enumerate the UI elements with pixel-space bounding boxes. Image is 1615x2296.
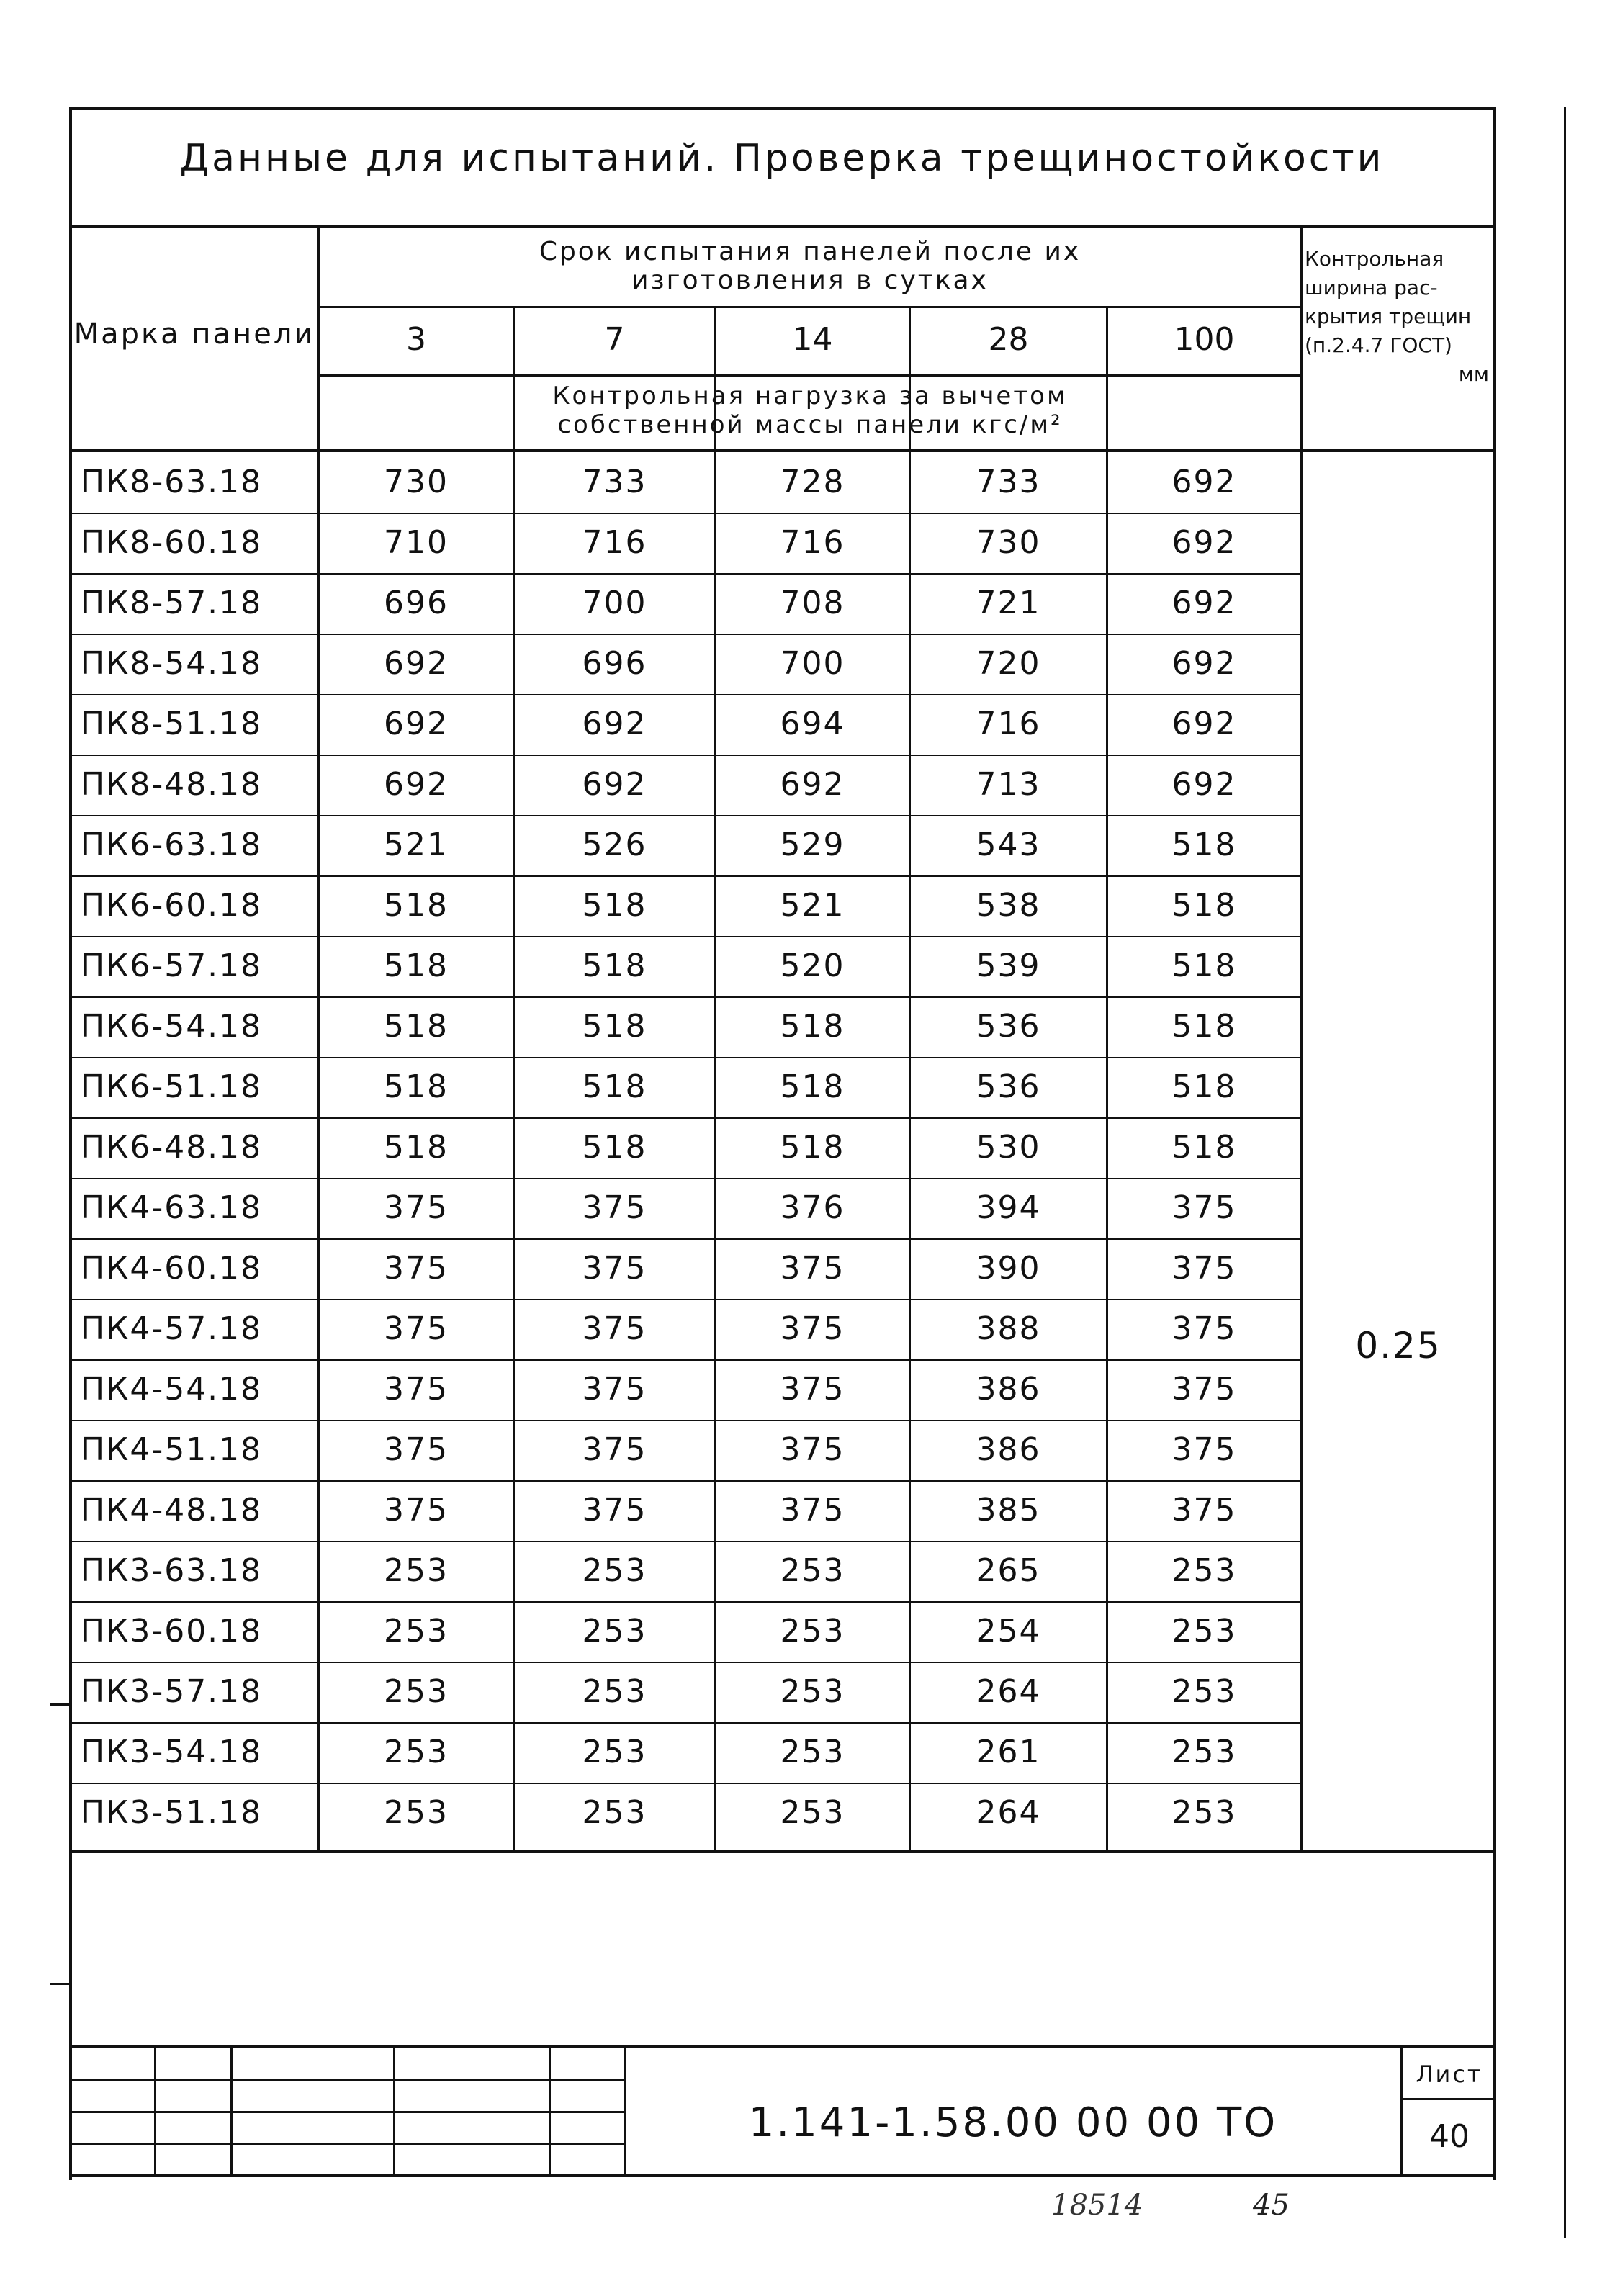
load-value-cell: 253 xyxy=(582,1734,647,1770)
load-value-cell: 253 xyxy=(1171,1613,1237,1649)
sheet-number: 40 xyxy=(1429,2118,1470,2155)
load-value-cell: 730 xyxy=(976,524,1041,561)
load-value-cell: 375 xyxy=(1171,1310,1237,1347)
panel-mark: ПК8-48.18 xyxy=(81,766,263,803)
load-value-cell: 253 xyxy=(780,1673,845,1710)
load-value-cell: 264 xyxy=(976,1794,1041,1831)
panel-mark: ПК6-54.18 xyxy=(81,1008,263,1045)
load-value-cell: 375 xyxy=(780,1431,845,1468)
load-value-cell: 529 xyxy=(780,827,845,863)
load-value-cell: 261 xyxy=(976,1734,1041,1770)
load-value-cell: 526 xyxy=(582,827,647,863)
row-rule xyxy=(69,815,1302,816)
load-value-cell: 518 xyxy=(1171,947,1237,984)
load-value-cell: 713 xyxy=(976,766,1041,803)
load-value-cell: 265 xyxy=(976,1552,1041,1589)
stamp-col-3 xyxy=(393,2045,395,2176)
load-value-cell: 530 xyxy=(976,1129,1041,1166)
load-value-cell: 518 xyxy=(1171,887,1237,924)
row-rule xyxy=(69,1480,1302,1482)
load-value-cell: 518 xyxy=(582,1008,647,1045)
load-value-cell: 253 xyxy=(384,1673,449,1710)
header-rule-days-top xyxy=(317,306,1300,308)
load-value-cell: 375 xyxy=(582,1492,647,1529)
crack-width-value: 0.25 xyxy=(1355,1325,1441,1367)
load-value-cell: 692 xyxy=(1171,706,1237,742)
load-value-cell: 375 xyxy=(582,1431,647,1468)
load-value-cell: 375 xyxy=(582,1371,647,1408)
load-value-cell: 375 xyxy=(384,1189,449,1226)
crack-label-line-3: крытия трещин xyxy=(1305,305,1472,328)
load-value-cell: 518 xyxy=(1171,1068,1237,1105)
row-rule xyxy=(69,1722,1302,1724)
load-label-line-1: Контрольная нагрузка за вычетом xyxy=(552,382,1068,410)
load-value-cell: 700 xyxy=(780,645,845,682)
panel-mark: ПК6-57.18 xyxy=(81,947,263,984)
load-value-cell: 692 xyxy=(1171,464,1237,500)
load-value-cell: 253 xyxy=(582,1794,647,1831)
load-value-cell: 375 xyxy=(582,1189,647,1226)
load-value-cell: 375 xyxy=(384,1431,449,1468)
load-value-cell: 253 xyxy=(780,1613,845,1649)
load-value-cell: 390 xyxy=(976,1250,1041,1287)
load-value-cell: 253 xyxy=(582,1673,647,1710)
row-rule xyxy=(69,1359,1302,1361)
page-title: Данные для испытаний. Проверка трещиностойкости xyxy=(179,137,1385,180)
load-value-cell: 692 xyxy=(1171,645,1237,682)
panel-mark: ПК4-48.18 xyxy=(81,1492,263,1529)
crack-label-line-5: мм xyxy=(1458,362,1489,386)
load-value-cell: 253 xyxy=(384,1613,449,1649)
load-value-cell: 375 xyxy=(384,1371,449,1408)
load-value-cell: 692 xyxy=(1171,766,1237,803)
row-rule xyxy=(69,573,1302,575)
load-value-cell: 253 xyxy=(780,1794,845,1831)
load-value-cell: 386 xyxy=(976,1431,1041,1468)
table-bottom-rule xyxy=(69,1850,1496,1853)
load-value-cell: 253 xyxy=(1171,1673,1237,1710)
load-value-cell: 518 xyxy=(1171,1008,1237,1045)
load-value-cell: 253 xyxy=(1171,1794,1237,1831)
title-rule xyxy=(69,225,1496,228)
row-rule xyxy=(69,936,1302,937)
stamp-col-1 xyxy=(154,2045,156,2176)
load-value-cell: 692 xyxy=(582,706,647,742)
load-value-cell: 716 xyxy=(780,524,845,561)
load-value-cell: 254 xyxy=(976,1613,1041,1649)
archive-number: 18514 xyxy=(1051,2189,1143,2222)
panel-mark: ПК3-57.18 xyxy=(81,1673,263,1710)
sheet-edge-line xyxy=(1564,107,1566,2238)
panel-mark: ПК3-54.18 xyxy=(81,1734,263,1770)
row-rule xyxy=(69,1601,1302,1603)
load-value-cell: 253 xyxy=(582,1552,647,1589)
panel-mark: ПК6-60.18 xyxy=(81,887,263,924)
row-rule xyxy=(69,1117,1302,1119)
panel-mark: ПК3-51.18 xyxy=(81,1794,263,1831)
load-value-cell: 520 xyxy=(780,947,845,984)
panel-mark: ПК8-54.18 xyxy=(81,645,263,682)
sheet-label: Лист xyxy=(1416,2061,1483,2088)
panel-mark: ПК8-63.18 xyxy=(81,464,263,500)
row-rule xyxy=(69,875,1302,877)
day-header-28: 28 xyxy=(988,321,1029,358)
load-value-cell: 720 xyxy=(976,645,1041,682)
row-rule xyxy=(69,755,1302,756)
load-value-cell: 375 xyxy=(1171,1431,1237,1468)
load-value-cell: 518 xyxy=(384,1068,449,1105)
day-header-100: 100 xyxy=(1174,321,1235,358)
frame-top xyxy=(69,107,1496,110)
load-value-cell: 692 xyxy=(384,645,449,682)
frame-left xyxy=(69,107,72,2180)
panel-mark: ПК6-48.18 xyxy=(81,1129,263,1166)
day-header-14: 14 xyxy=(792,321,833,358)
row-rule xyxy=(69,1420,1302,1421)
term-label-line-1: Срок испытания панелей после их xyxy=(539,237,1081,266)
load-value-cell: 253 xyxy=(1171,1552,1237,1589)
row-rule xyxy=(69,634,1302,635)
load-value-cell: 692 xyxy=(1171,524,1237,561)
load-value-cell: 694 xyxy=(780,706,845,742)
row-rule xyxy=(69,1238,1302,1240)
load-value-cell: 375 xyxy=(1171,1371,1237,1408)
margin-tick-1 xyxy=(50,1703,72,1706)
load-value-cell: 518 xyxy=(384,1129,449,1166)
panel-mark: ПК4-51.18 xyxy=(81,1431,263,1468)
load-value-cell: 375 xyxy=(1171,1492,1237,1529)
load-value-cell: 518 xyxy=(582,887,647,924)
load-value-cell: 253 xyxy=(384,1734,449,1770)
load-value-cell: 518 xyxy=(582,1068,647,1105)
row-rule xyxy=(69,996,1302,998)
load-value-cell: 394 xyxy=(976,1189,1041,1226)
panel-mark: ПК3-60.18 xyxy=(81,1613,263,1649)
document-code: 1.141-1.58.00 00 00 ТО xyxy=(748,2099,1278,2146)
panel-mark: ПК4-54.18 xyxy=(81,1371,263,1408)
panel-mark: ПК8-57.18 xyxy=(81,585,263,621)
load-value-cell: 375 xyxy=(780,1250,845,1287)
crack-label-line-2: ширина рас- xyxy=(1305,276,1438,300)
load-value-cell: 375 xyxy=(384,1250,449,1287)
load-value-cell: 388 xyxy=(976,1310,1041,1347)
stamp-rule-2 xyxy=(69,2111,624,2113)
load-value-cell: 386 xyxy=(976,1371,1041,1408)
load-value-cell: 385 xyxy=(976,1492,1041,1529)
panel-mark: ПК4-63.18 xyxy=(81,1189,263,1226)
panel-mark: ПК8-60.18 xyxy=(81,524,263,561)
load-value-cell: 728 xyxy=(780,464,845,500)
load-value-cell: 375 xyxy=(1171,1250,1237,1287)
crack-width-label xyxy=(1305,245,1493,389)
row-rule xyxy=(69,1541,1302,1542)
header-rule-days-bottom xyxy=(317,374,1300,377)
header-rule-bottom xyxy=(69,449,1496,452)
panel-mark: ПК6-51.18 xyxy=(81,1068,263,1105)
load-value-cell: 264 xyxy=(976,1673,1041,1710)
load-value-cell: 692 xyxy=(1171,585,1237,621)
term-label-line-2: изготовления в сутках xyxy=(631,266,989,295)
load-value-cell: 253 xyxy=(1171,1734,1237,1770)
load-value-cell: 692 xyxy=(780,766,845,803)
load-value-cell: 253 xyxy=(384,1552,449,1589)
load-value-cell: 375 xyxy=(384,1492,449,1529)
load-value-cell: 376 xyxy=(780,1189,845,1226)
load-value-cell: 375 xyxy=(582,1250,647,1287)
crack-label-line-4: (п.2.4.7 ГОСТ) xyxy=(1305,333,1452,357)
load-value-cell: 733 xyxy=(582,464,647,500)
header-divider-crack xyxy=(1300,225,1303,1852)
row-rule xyxy=(69,1299,1302,1300)
stamp-sheet-rule xyxy=(1400,2098,1496,2100)
row-rule xyxy=(69,513,1302,514)
mark-label: Марка панели xyxy=(73,318,315,351)
stamp-rule-3 xyxy=(69,2143,624,2145)
load-value-cell: 518 xyxy=(780,1068,845,1105)
load-label-line-2: собственной массы панели кгс/м² xyxy=(557,410,1063,439)
row-rule xyxy=(69,694,1302,695)
load-value-cell: 730 xyxy=(384,464,449,500)
load-value-cell: 375 xyxy=(780,1492,845,1529)
load-value-cell: 518 xyxy=(780,1008,845,1045)
stamp-col-4 xyxy=(549,2045,551,2176)
stamp-rule-bottom xyxy=(69,2174,1496,2177)
stamp-col-2 xyxy=(230,2045,233,2176)
load-value-cell: 518 xyxy=(1171,1129,1237,1166)
load-value-cell: 692 xyxy=(384,706,449,742)
load-value-cell: 536 xyxy=(976,1008,1041,1045)
load-value-cell: 375 xyxy=(780,1371,845,1408)
load-value-cell: 253 xyxy=(582,1613,647,1649)
load-value-cell: 539 xyxy=(976,947,1041,984)
load-value-cell: 721 xyxy=(976,585,1041,621)
load-value-cell: 692 xyxy=(384,766,449,803)
row-rule xyxy=(69,1783,1302,1784)
load-value-cell: 733 xyxy=(976,464,1041,500)
panel-mark: ПК4-57.18 xyxy=(81,1310,263,1347)
load-value-cell: 710 xyxy=(384,524,449,561)
load-value-cell: 700 xyxy=(582,585,647,621)
load-value-cell: 375 xyxy=(780,1310,845,1347)
panel-mark: ПК6-63.18 xyxy=(81,827,263,863)
load-label xyxy=(320,382,1300,439)
row-rule xyxy=(69,1662,1302,1663)
term-label xyxy=(320,238,1300,295)
load-value-cell: 708 xyxy=(780,585,845,621)
load-value-cell: 518 xyxy=(582,947,647,984)
load-value-cell: 518 xyxy=(582,1129,647,1166)
load-value-cell: 543 xyxy=(976,827,1041,863)
crack-label-line-1: Контрольная xyxy=(1305,247,1444,271)
margin-tick-2 xyxy=(50,1983,72,1985)
load-value-cell: 538 xyxy=(976,887,1041,924)
stamp-rule-top xyxy=(69,2045,1496,2048)
load-value-cell: 518 xyxy=(384,1008,449,1045)
day-header-3: 3 xyxy=(406,321,426,358)
row-rule xyxy=(69,1178,1302,1179)
load-value-cell: 716 xyxy=(582,524,647,561)
load-value-cell: 518 xyxy=(1171,827,1237,863)
load-value-cell: 518 xyxy=(384,887,449,924)
load-value-cell: 696 xyxy=(582,645,647,682)
load-value-cell: 253 xyxy=(384,1794,449,1831)
load-value-cell: 696 xyxy=(384,585,449,621)
load-value-cell: 375 xyxy=(1171,1189,1237,1226)
load-value-cell: 521 xyxy=(780,887,845,924)
load-value-cell: 536 xyxy=(976,1068,1041,1105)
load-value-cell: 375 xyxy=(582,1310,647,1347)
load-value-cell: 375 xyxy=(384,1310,449,1347)
load-value-cell: 716 xyxy=(976,706,1041,742)
load-value-cell: 521 xyxy=(384,827,449,863)
day-header-7: 7 xyxy=(604,321,625,358)
load-value-cell: 253 xyxy=(780,1552,845,1589)
panel-mark: ПК3-63.18 xyxy=(81,1552,263,1589)
stamp-rule-1 xyxy=(69,2079,624,2081)
panel-mark: ПК4-60.18 xyxy=(81,1250,263,1287)
load-value-cell: 518 xyxy=(780,1129,845,1166)
frame-right xyxy=(1493,107,1496,2180)
panel-mark: ПК8-51.18 xyxy=(81,706,263,742)
load-value-cell: 692 xyxy=(582,766,647,803)
page-number: 45 xyxy=(1253,2189,1290,2222)
load-value-cell: 253 xyxy=(780,1734,845,1770)
load-value-cell: 518 xyxy=(384,947,449,984)
row-rule xyxy=(69,1057,1302,1058)
